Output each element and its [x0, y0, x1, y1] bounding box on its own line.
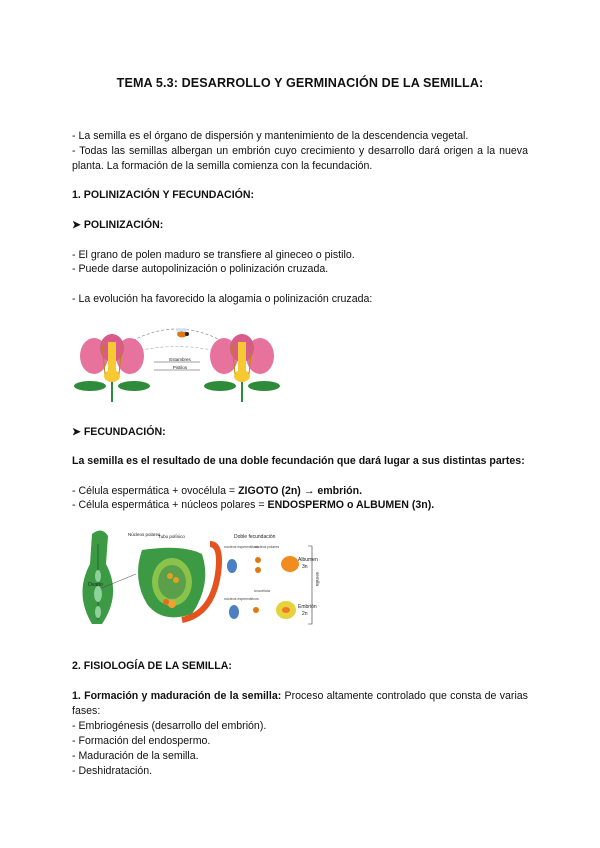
section2-item-4: - Deshidratación.: [72, 765, 153, 777]
section1-heading: 1. POLINIZACIÓN Y FECUNDACIÓN:: [72, 189, 255, 201]
polinizacion-heading: ➤ POLINIZACIÓN:: [72, 219, 164, 231]
label-albumen: Albumen: [298, 557, 318, 563]
label-ovocelula: ovocélula: [254, 589, 271, 593]
page-title: TEMA 5.3: DESARROLLO Y GERMINACIÓN DE LA SEMILLA:: [116, 76, 484, 90]
flower-left: [74, 334, 150, 402]
label-nucleos-espermaticos-1: núcleos espermáticos: [224, 545, 259, 549]
section2-item-2: - Formación del endospermo.: [72, 735, 211, 747]
label-ovario: Ovario: [88, 582, 103, 588]
pollination-figure: [72, 314, 282, 404]
intro-line-2: - Todas las semillas albergan un embrión cuyo crecimiento y desarrollo dará origen a la nueva planta. La formación de la semilla comienza con la fecundación.: [72, 145, 528, 172]
polinizacion-item-2: - Puede darse autopolinización o polinización cruzada.: [72, 263, 329, 275]
label-nucleos-polares: Núcleos polares: [128, 532, 161, 537]
label-nucleos-polares-2: núcleos polares: [254, 545, 280, 549]
fecundacion-heading: ➤ FECUNDACIÓN:: [72, 426, 166, 438]
label-nucleos-espermaticos-2: núcleos espermáticos: [224, 597, 259, 601]
fecundacion-line-1: - Célula espermática + ovocélula = ZIGOTO (2n) → embrión.: [72, 485, 363, 497]
polinizacion-item-1: - El grano de polen maduro se transfiere al gineceo o pistilo.: [72, 249, 355, 261]
section2-item-3: - Maduración de la semilla.: [72, 750, 199, 762]
label-pistilos: Pistilos: [172, 365, 188, 370]
double-fertilization-figure: [72, 524, 322, 630]
svg-text:Núcleos polares: [128, 532, 161, 537]
fecundacion-bold-intro: La semilla es el resultado de una doble fecundación que dará lugar a sus distintas partes:: [72, 455, 525, 467]
ovule-drawing: [138, 544, 219, 620]
intro-line-1: - La semilla es el órgano de dispersión y mantenimiento de la descendencia vegetal.: [72, 130, 469, 142]
label-albumen-ploidy: 3n: [302, 564, 308, 570]
pistil-drawing: [82, 530, 113, 624]
section2-heading: 2. FISIOLOGÍA DE LA SEMILLA:: [72, 660, 232, 672]
section2-subsection: 1. Formación y maduración de la semilla: Proceso altamente controlado que consta de varias fases:: [72, 690, 528, 717]
flower-right: [204, 334, 280, 402]
evolution-text: - La evolución ha favorecido la alogamia o polinización cruzada:: [72, 293, 373, 305]
fecundacion-line-2: - Célula espermática + núcleos polares = ENDOSPERMO o ALBUMEN (3n).: [72, 499, 435, 511]
label-tubo-polinico: Tubo polínico: [158, 534, 185, 539]
label-estambres: Estambres: [169, 357, 191, 362]
section2-item-1: - Embriogénesis (desarrollo del embrión).: [72, 720, 267, 732]
label-embrion: Embrión: [298, 604, 317, 610]
label-doble-fecundacion: Doble fecundación: [234, 534, 276, 540]
label-semilla: semilla: [315, 572, 320, 587]
label-embrion-ploidy: 2n: [302, 611, 308, 617]
